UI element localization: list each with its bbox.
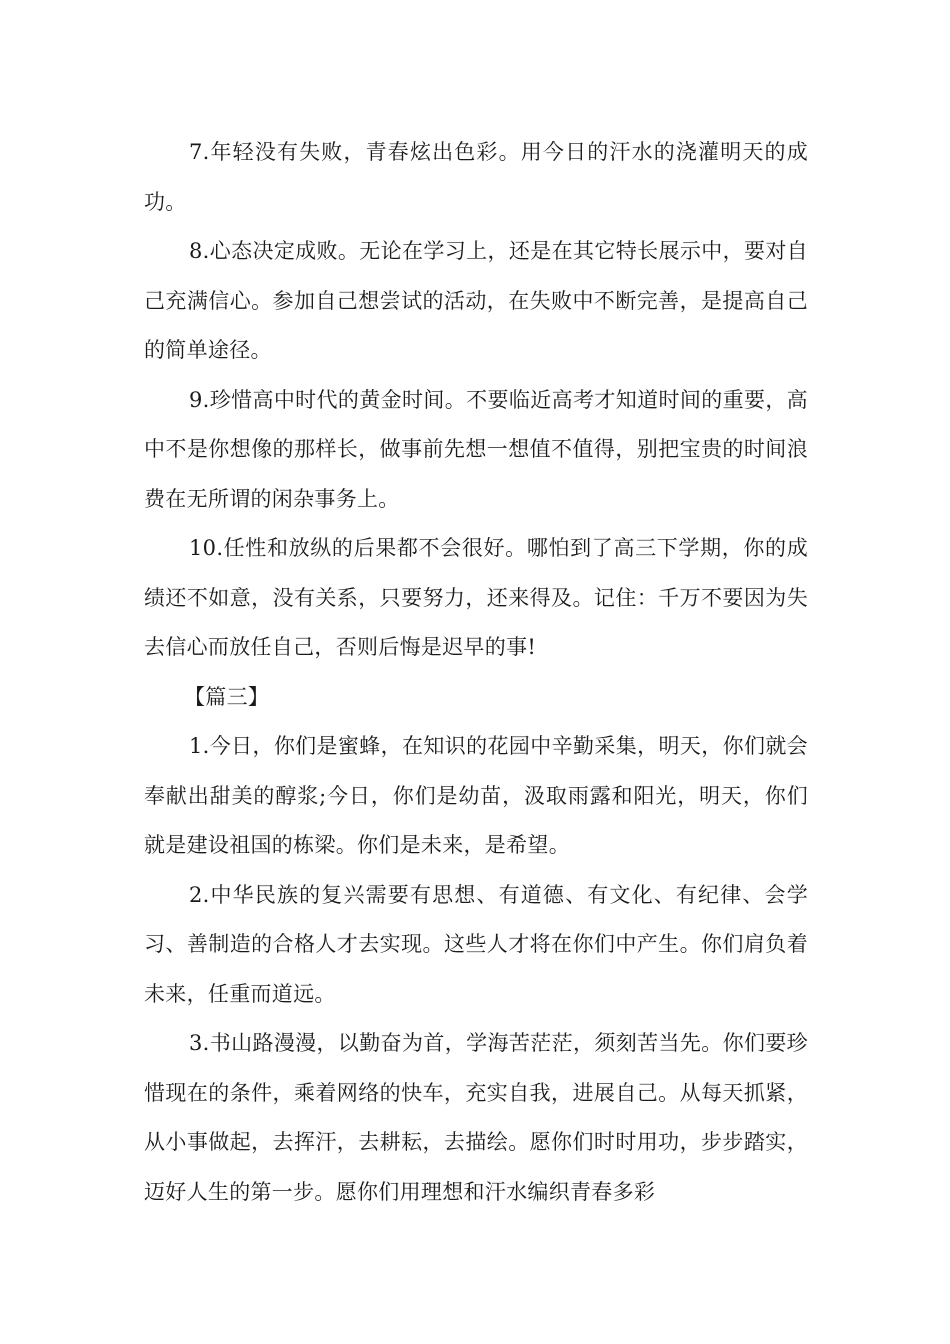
paragraph-8: 8.心态决定成败。无论在学习上，还是在其它特长展示中，要对自己充满信心。参加自己想尝试的活动，在失败中不断完善，是提高自己的简单途径。 [144, 239, 808, 362]
paragraph-1: 1.今日，你们是蜜蜂，在知识的花园中辛勤采集，明天，你们就会奉献出甜美的醇浆;今日，你们是幼苗，汲取雨露和阳光，明天，你们就是建设祖国的栋梁。你们是未来，是希望。 [144, 734, 808, 857]
paragraph-7: 7.年轻没有失败，青春炫出色彩。用今日的汗水的浇灌明天的成功。 [144, 140, 808, 214]
paragraph-10: 10.任性和放纵的后果都不会很好。哪怕到了高三下学期，你的成绩还不如意，没有关系，只要努力，还来得及。记住：千万不要因为失去信心而放任自己，否则后悔是迟早的事! [144, 536, 808, 659]
paragraph-9: 9.珍惜高中时代的黄金时间。不要临近高考才知道时间的重要，高中不是你想像的那样长，做事前先想一想值不值得，别把宝贵的时间浪费在无所谓的闲杂事务上。 [144, 387, 808, 511]
paragraph-2: 2.中华民族的复兴需要有思想、有道德、有文化、有纪律、会学习、善制造的合格人才去实现。这些人才将在你们中产生。你们肩负着未来，任重而道远。 [144, 882, 808, 1006]
document-page [144, 128, 808, 1217]
paragraph-3: 3.书山路漫漫，以勤奋为首，学海苦茫茫，须刻苦当先。你们要珍惜现在的条件，乘着网络的快车，充实自我，进展自己。从每天抓紧，从小事做起，去挥汗，去耕耘，去描绘。愿你们时时用功，步步踏实，迈好人生的第一步。愿你们用理想和汗水编织青春多彩 [144, 1031, 808, 1204]
section-heading: 【篇三】 [184, 684, 270, 709]
